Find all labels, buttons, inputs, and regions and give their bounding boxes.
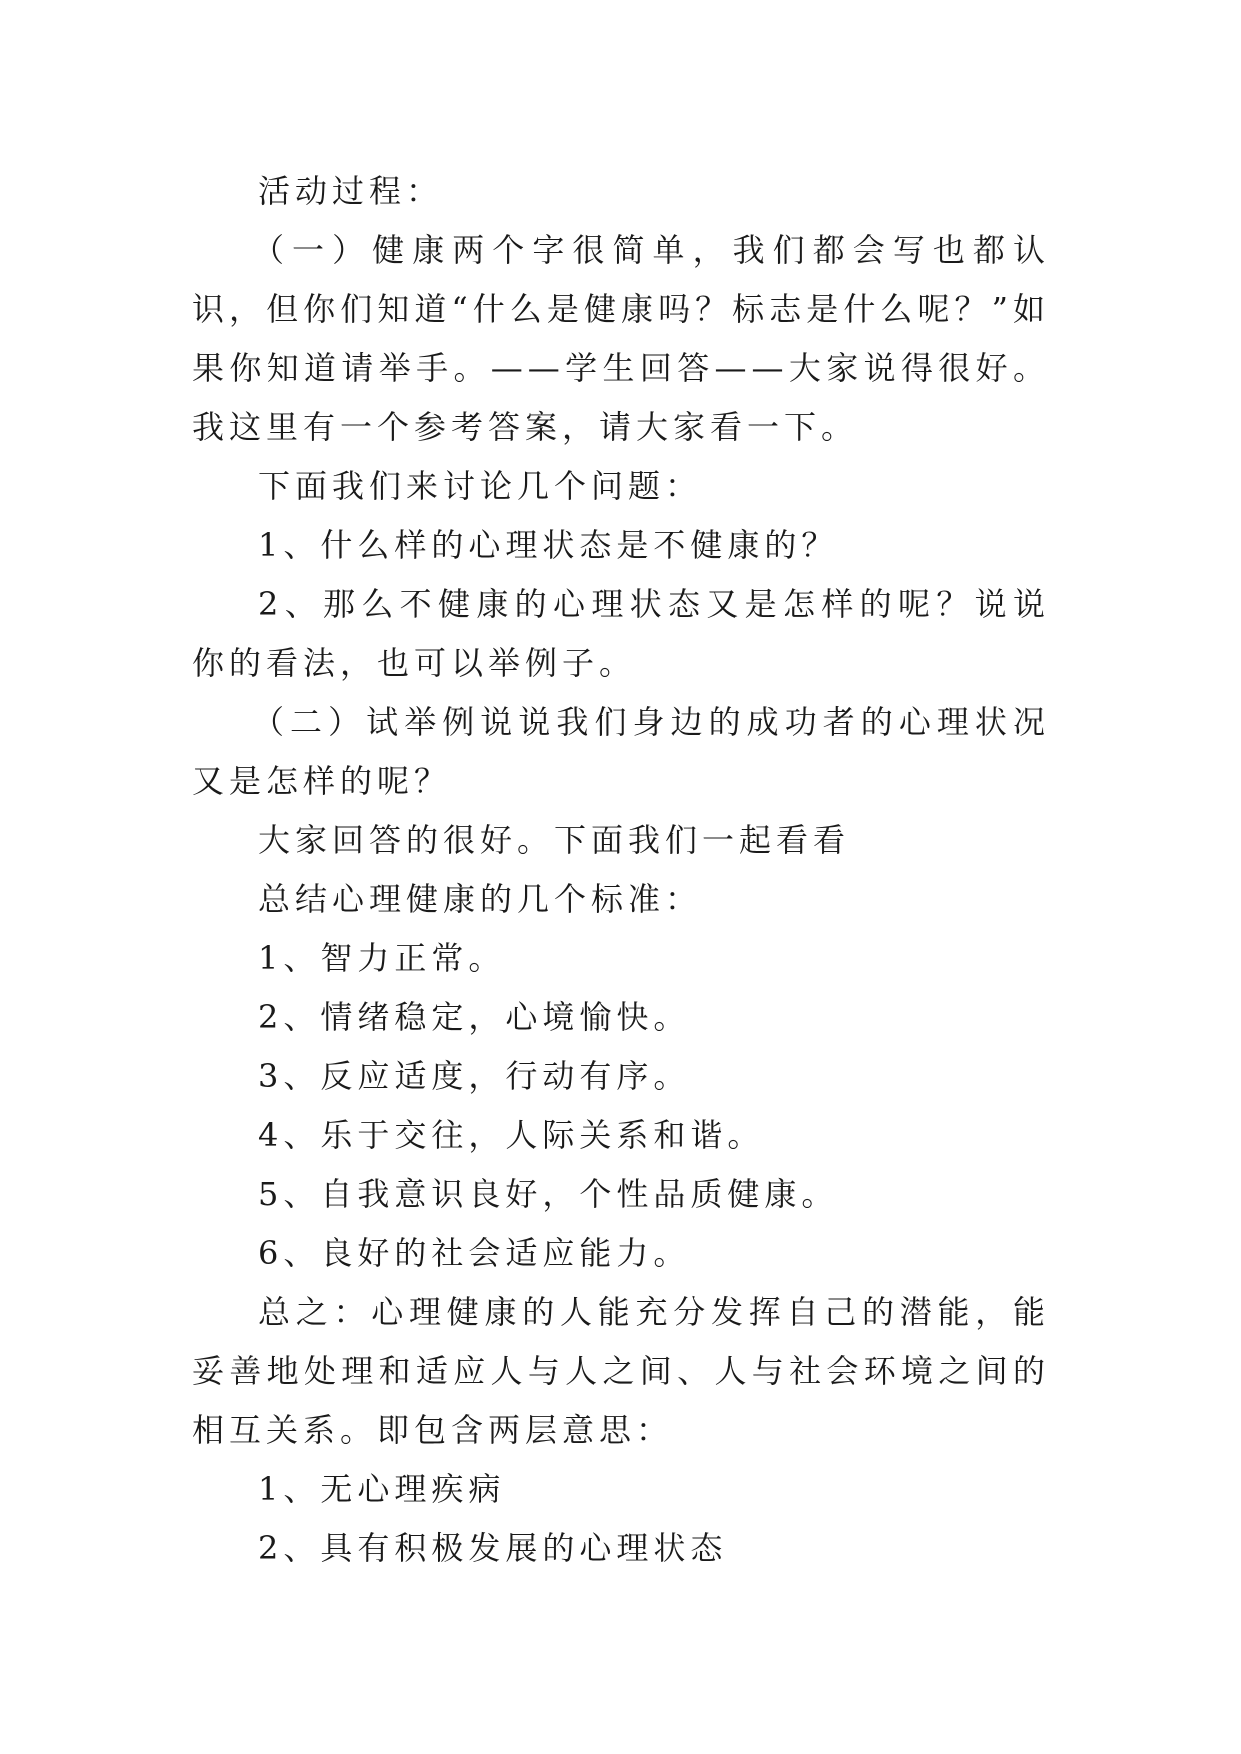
list-item-standard-6: 6、良好的社会适应能力。 [258,1234,691,1272]
paragraph-part-two: （二）试举例说说我们身边的成功者的心理状况又是怎样的呢？ [192,703,1050,800]
list-item-standard-2: 2、情绪稳定，心境愉快。 [258,998,691,1036]
list-item-meaning-2: 2、具有积极发展的心理状态 [258,1529,728,1567]
list-item-question-1: 1、什么样的心理状态是不健康的？ [258,526,839,564]
list-item-standard-5: 5、自我意识良好，个性品质健康。 [258,1175,839,1213]
paragraph-part-one: （一）健康两个字很简单，我们都会写也都认识，但你们知道“什么是健康吗？标志是什么呢？”如果你知道请举手。——学生回答——大家说得很好。我这里有一个参考答案，请大家看一下。 [192,231,1050,446]
section-heading-activity-process: 活动过程： [258,172,444,210]
list-item-meaning-1: 1、无心理疾病 [258,1470,506,1508]
list-item-standard-1: 1、智力正常。 [258,939,506,977]
list-item-standard-3: 3、反应适度，行动有序。 [258,1057,691,1095]
list-item-question-2: 2、那么不健康的心理状态又是怎样的呢？说说你的看法，也可以举例子。 [192,585,1050,682]
document-page [192,162,1050,1578]
list-item-standard-4: 4、乐于交往，人际关系和谐。 [258,1116,765,1154]
paragraph-discussion-intro: 下面我们来讨论几个问题： [258,467,703,505]
paragraph-summary: 总之：心理健康的人能充分发挥自己的潜能，能妥善地处理和适应人与人之间、人与社会环境之间的相互关系。即包含两层意思： [192,1293,1050,1449]
paragraph-answer-praise: 大家回答的很好。下面我们一起看看 [258,821,851,859]
paragraph-standards-intro: 总结心理健康的几个标准： [258,880,703,918]
